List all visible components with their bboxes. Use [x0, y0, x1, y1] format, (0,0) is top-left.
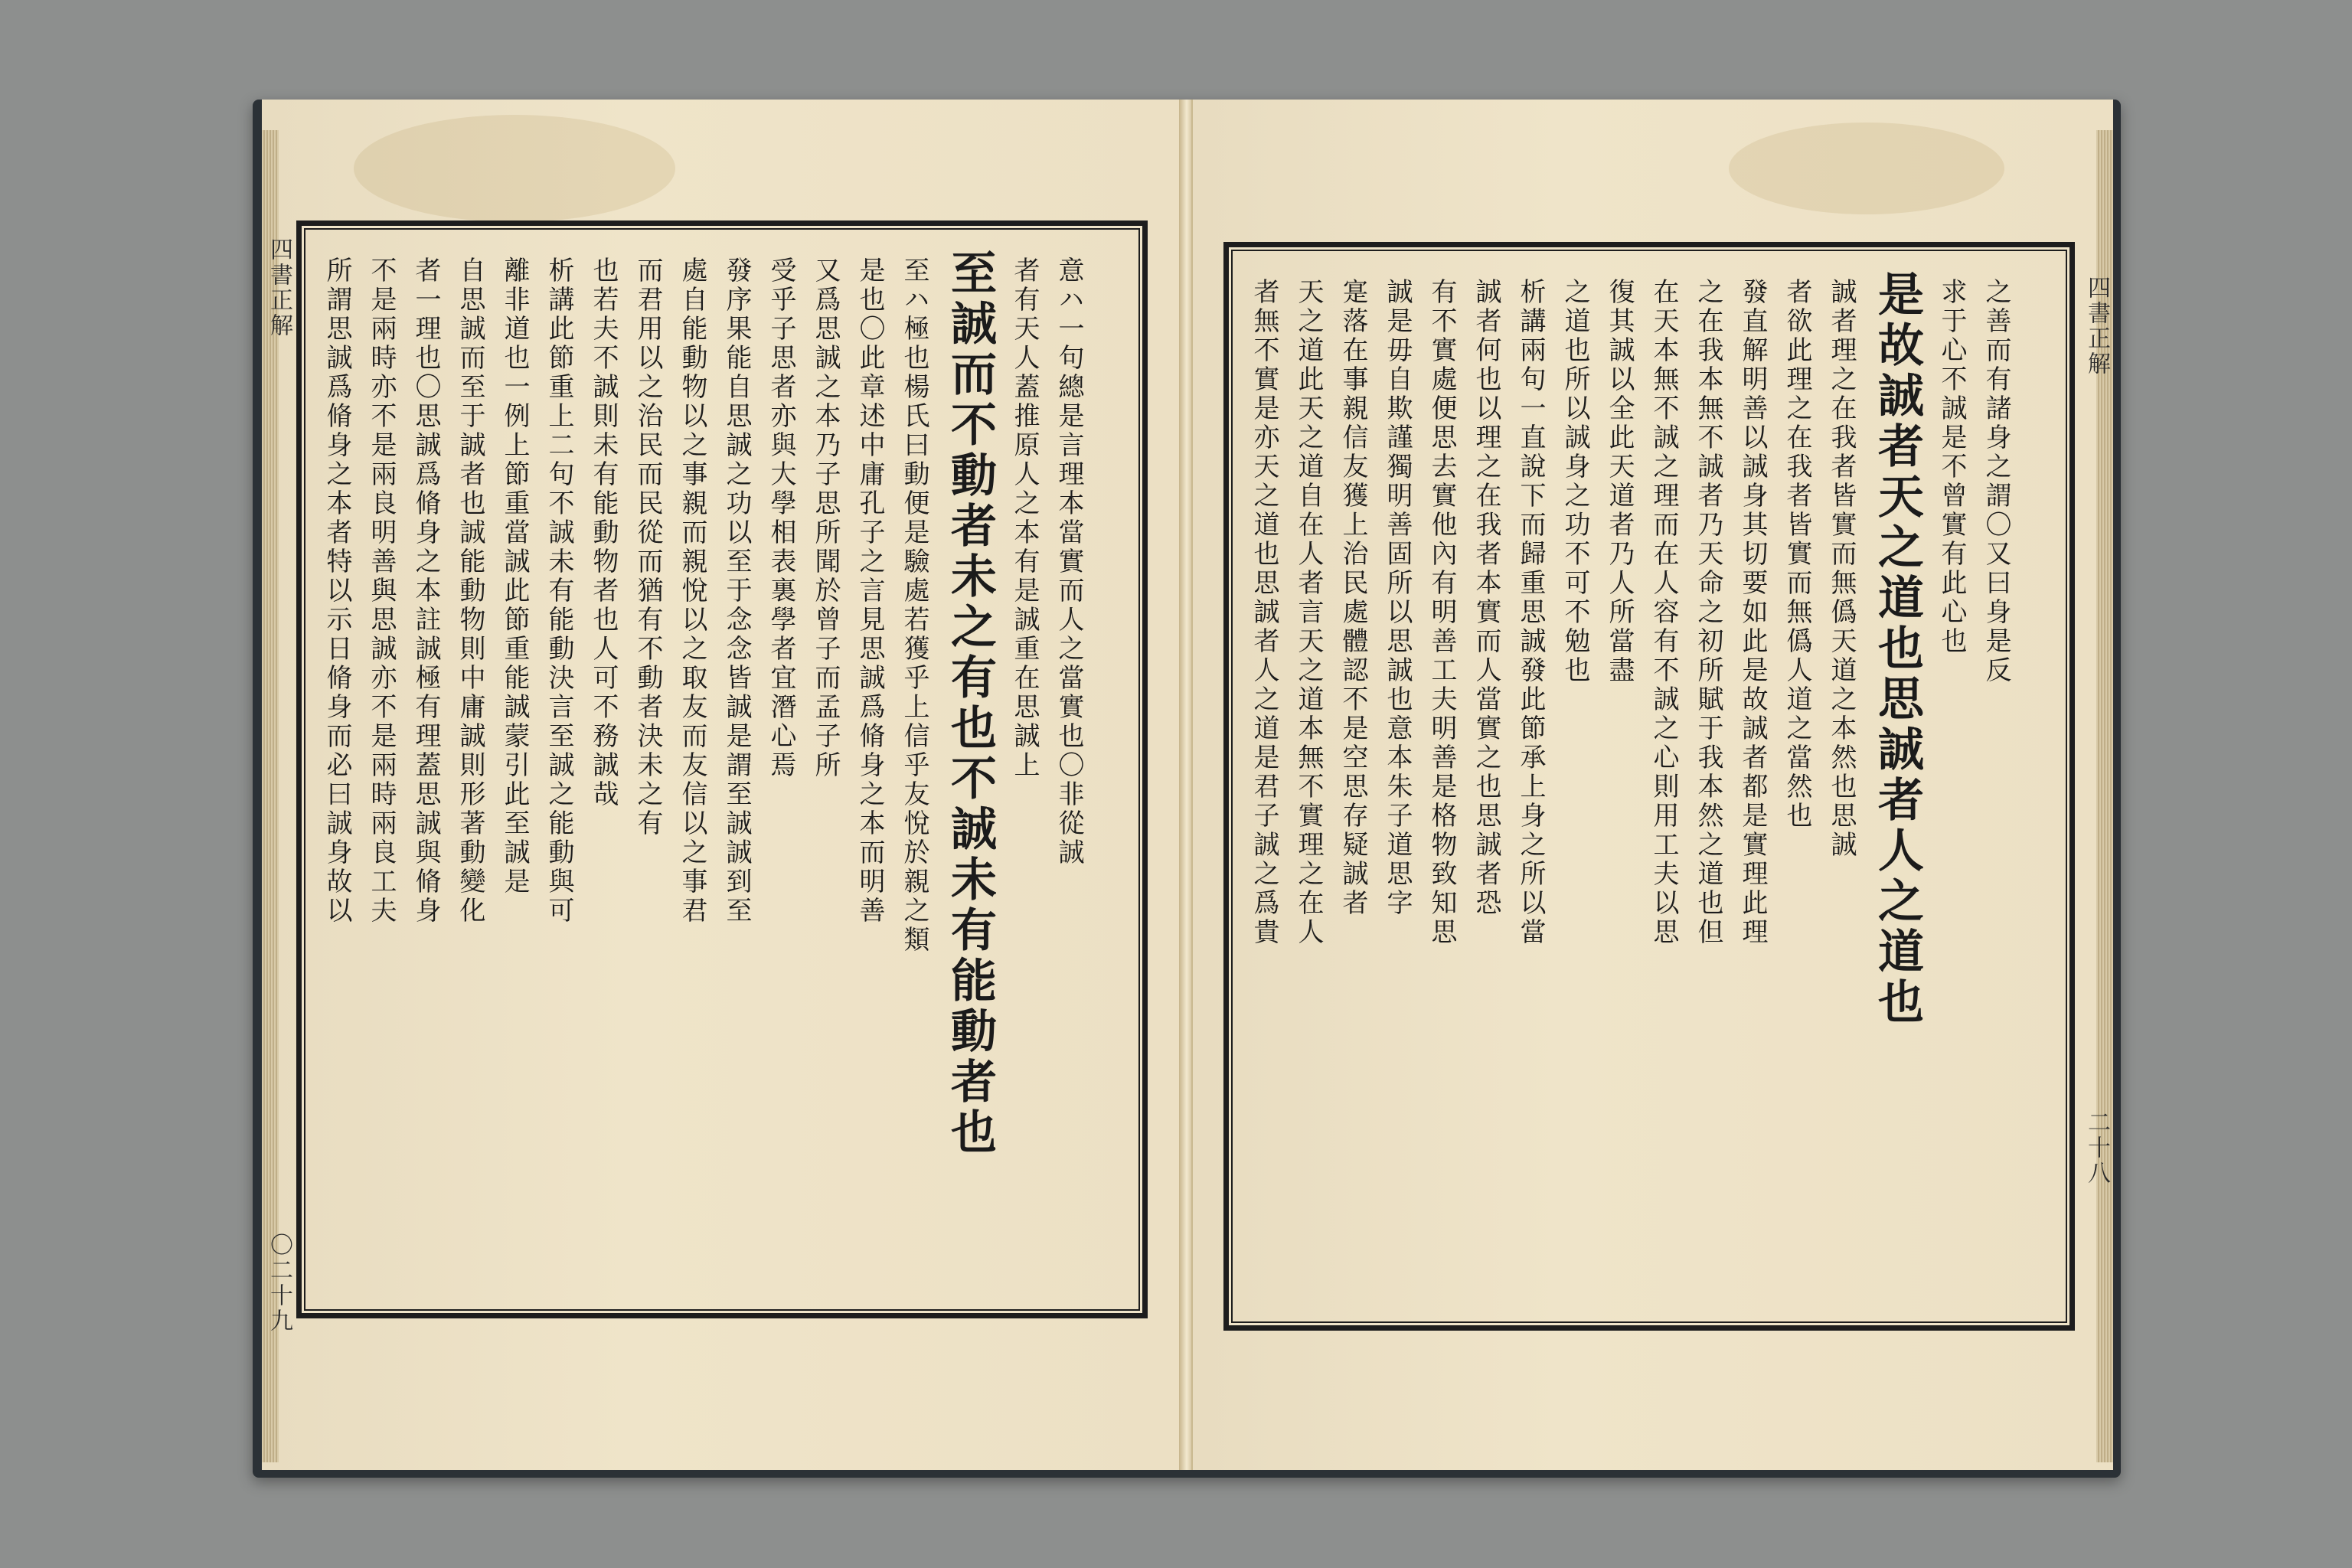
commentary-column: 者無不實是亦天之道也思誠者人之道是君子誠之爲貴 [1249, 278, 1279, 947]
right-page [1191, 100, 2113, 1470]
commentary-column: 離非道也一例上節重當誠此節重能誠蒙引此至誠是 [499, 256, 530, 897]
commentary-column: 是也〇此章述中庸孔子之言見思誠爲脩身之本而明善 [854, 256, 885, 926]
commentary-column: 處自能動物以之事親而親悅以之取友而友信以之事君 [677, 256, 707, 926]
commentary-column: 析講兩句一直說下而歸重思誠發此節承上身之所以當 [1515, 278, 1546, 947]
commentary-column: 者欲此理之在我者皆實而無僞人道之當然也 [1782, 278, 1812, 831]
commentary-column: 寔落在事親信友獲上治民處體認不是空思存疑誠者 [1338, 278, 1368, 918]
commentary-column: 也若夫不誠則未有能動物者也人可不務誠哉 [588, 256, 619, 809]
commentary-column: 誠者理之在我者皆實而無僞天道之本然也思誠 [1826, 278, 1857, 860]
right-margin-title: 四書正解 [2083, 276, 2110, 377]
paper-stain [354, 115, 675, 222]
commentary-column: 在天本無不誠之理而在人容有不誠之心則用工夫以思 [1648, 278, 1679, 947]
commentary-column: 之在我本無不誠者乃天命之初所賦于我本然之道也但 [1693, 278, 1723, 947]
commentary-column: 析講此節重上二句不誠未有能動決言至誠之能動與可 [544, 256, 574, 926]
commentary-column: 誠者何也以理之在我者本實而人當實之也思誠者恐 [1471, 278, 1501, 918]
commentary-column: 求于心不誠是不曾實有此心也 [1936, 278, 1967, 656]
commentary-column: 受乎子思者亦與大學相表裏學者宜潛心焉 [766, 256, 796, 780]
commentary-column: 又爲思誠之本乃子思所聞於曾子而孟子所 [810, 256, 841, 780]
commentary-column: 自思誠而至于誠者也誠能動物則中庸誠則形著動變化 [455, 256, 485, 926]
left-margin-folio: 〇二十九 [266, 1233, 292, 1334]
commentary-column: 不是兩時亦不是兩良明善與思誠亦不是兩時兩良工夫 [366, 256, 397, 926]
commentary-column: 意ハ一句總是言理本當實而人之當實也〇非從誠 [1054, 256, 1084, 867]
commentary-column: 天之道此天之道自在人者言天之道本無不實理之在人 [1293, 278, 1324, 947]
left-text-frame [296, 220, 1148, 1318]
main-text-column: 是故誠者天之道也思誠者人之道也 [1870, 270, 1924, 1028]
left-margin-title: 四書正解 [266, 237, 292, 338]
commentary-column: 者一理也〇思誠爲脩身之本註誠極有理蓋思誠與脩身 [410, 256, 441, 926]
commentary-column: 至ハ極也楊氏曰動便是驗處若獲乎上信乎友悅於親之類 [899, 256, 929, 955]
commentary-column: 誠是毋自欺謹獨明善固所以思誠也意本朱子道思字 [1382, 278, 1413, 918]
commentary-column: 所謂思誠爲脩身之本者特以示日脩身而必曰誠身故以 [322, 256, 352, 926]
commentary-column: 者有天人蓋推原人之本有是誠重在思誠上 [1009, 256, 1040, 780]
main-text-column: 至誠而不動者未之有也不誠未有能動者也 [943, 249, 997, 1158]
paper-stain [1729, 122, 2004, 214]
commentary-column: 有不實處便思去實他內有明善工夫明善是格物致知思 [1426, 278, 1457, 947]
open-book [253, 100, 2121, 1478]
right-text-frame [1223, 242, 2075, 1331]
left-page [262, 100, 1184, 1470]
commentary-column: 之道也所以誠身之功不可不勉也 [1560, 278, 1590, 685]
commentary-column: 發序果能自思誠之功以至于念念皆誠是謂至誠誠到至 [721, 256, 752, 926]
commentary-column: 復其誠以全此天道者乃人所當盡 [1604, 278, 1635, 685]
right-margin-folio: 二十八 [2083, 1110, 2110, 1186]
commentary-column: 而君用以之治民而民從而猶有不動者決未之有 [632, 256, 663, 838]
commentary-column: 發直解明善以誠身其切要如此是故誠者都是實理此理 [1737, 278, 1768, 947]
commentary-column: 之善而有諸身之謂〇又曰身是反 [1981, 278, 2011, 685]
